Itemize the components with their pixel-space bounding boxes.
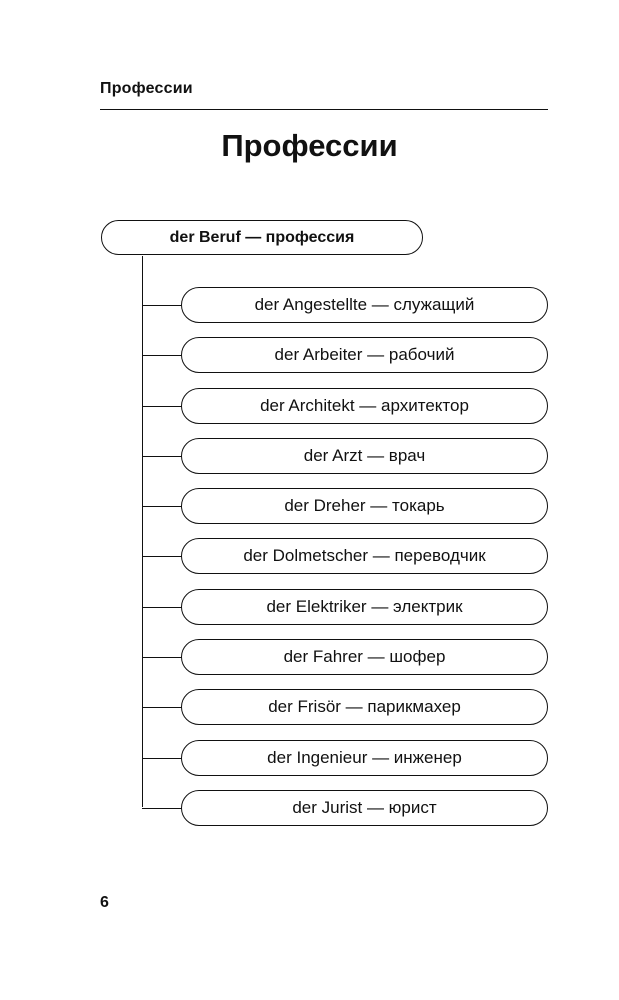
vocabulary-term-box: der Dolmetscher — переводчик [181, 538, 548, 574]
branch-connector [142, 355, 182, 356]
list-item [0, 488, 619, 538]
branch-connector [142, 556, 182, 557]
list-item [0, 287, 619, 337]
header-rule [100, 109, 548, 110]
list-item [0, 438, 619, 488]
vocabulary-term-box: der Frisör — парикмахер [181, 689, 548, 725]
branch-connector [142, 657, 182, 658]
branch-connector [142, 406, 182, 407]
branch-connector [142, 456, 182, 457]
branch-connector [142, 506, 182, 507]
vocabulary-term-box: der Jurist — юрист [181, 790, 548, 826]
branch-connector [142, 305, 182, 306]
list-item [0, 790, 619, 840]
branch-connector [142, 607, 182, 608]
list-item [0, 639, 619, 689]
vocabulary-term-box: der Dreher — токарь [181, 488, 548, 524]
page-number: 6 [100, 894, 109, 911]
list-item [0, 689, 619, 739]
vocabulary-term-box: der Architekt — архитектор [181, 388, 548, 424]
running-head: Профессии [100, 80, 193, 97]
list-item [0, 538, 619, 588]
vocabulary-term-box: der Arbeiter — рабочий [181, 337, 548, 373]
vocabulary-term-box: der Arzt — врач [181, 438, 548, 474]
list-item [0, 589, 619, 639]
branch-connector [142, 758, 182, 759]
branch-connector [142, 707, 182, 708]
vocabulary-term-box: der Angestellte — служащий [181, 287, 548, 323]
root-term-box: der Beruf — профессия [101, 220, 423, 255]
vocabulary-term-box: der Ingenieur — инженер [181, 740, 548, 776]
vocabulary-term-box: der Elektriker — электрик [181, 589, 548, 625]
list-item [0, 337, 619, 387]
page-title: Профессии [221, 128, 398, 163]
list-item [0, 740, 619, 790]
list-item [0, 388, 619, 438]
vocabulary-list [0, 287, 619, 840]
branch-connector [142, 808, 182, 809]
vocabulary-term-box: der Fahrer — шофер [181, 639, 548, 675]
